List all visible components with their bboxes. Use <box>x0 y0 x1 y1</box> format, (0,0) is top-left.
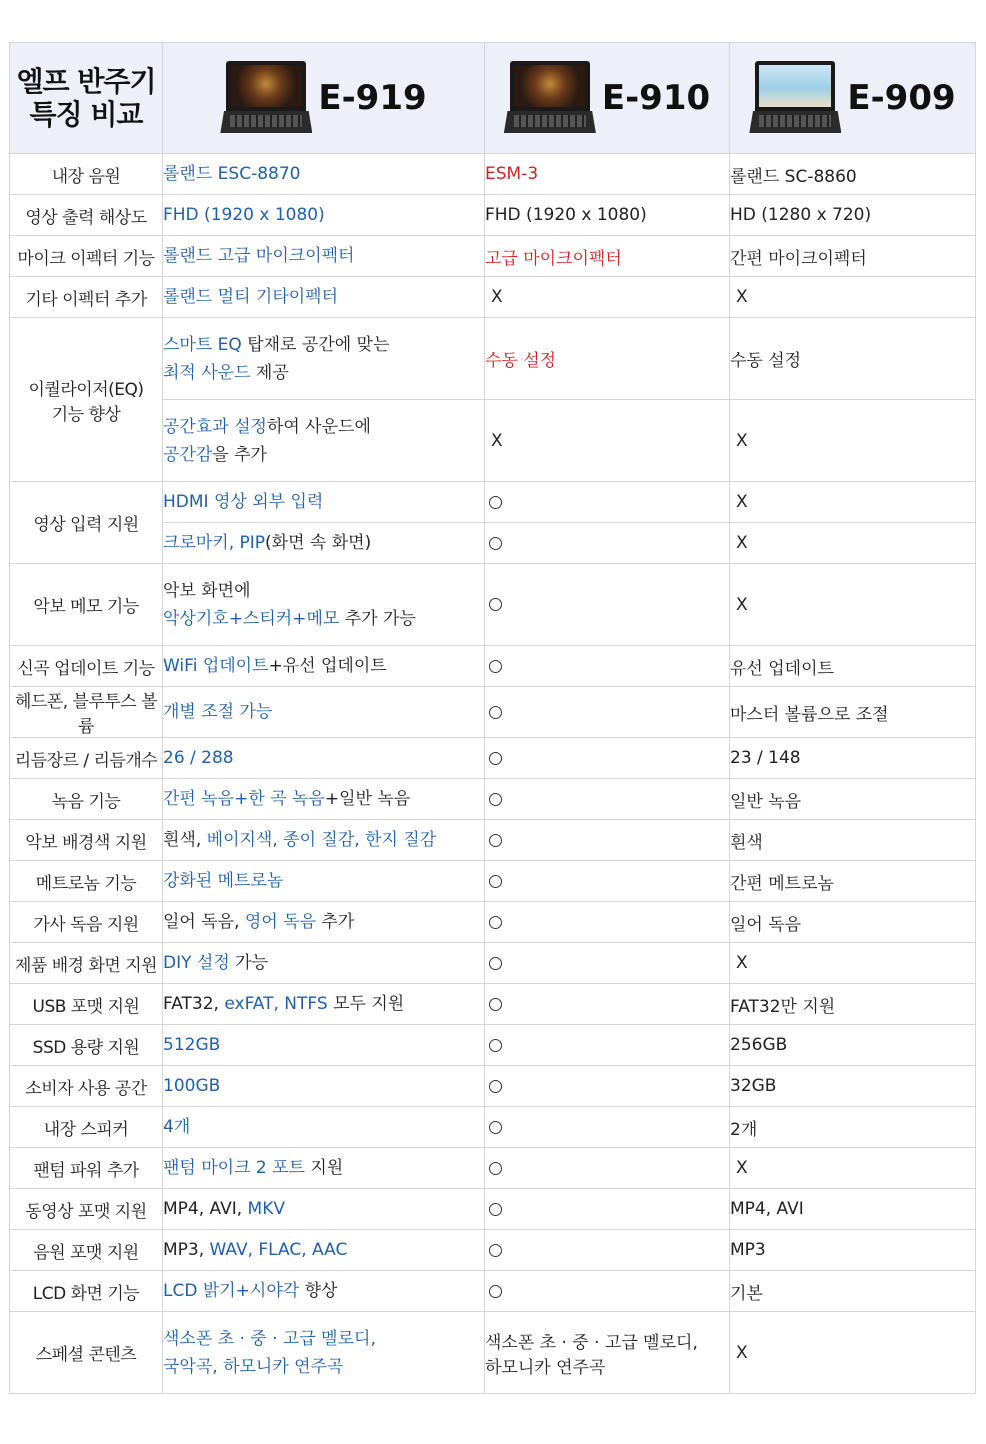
comparison-table <box>9 42 976 1394</box>
feature-label: 내장 음원 <box>10 154 163 195</box>
table-row <box>10 1230 976 1271</box>
product-e910 <box>485 43 730 154</box>
e910-cell <box>485 523 730 564</box>
cell-text: LCD 밝기+시야각 <box>163 1281 300 1301</box>
e919-cell <box>163 154 485 195</box>
table-title <box>10 43 163 154</box>
laptop-icon <box>504 61 596 135</box>
table-row <box>10 820 976 861</box>
cell-text: 기본 <box>730 1283 763 1304</box>
e909-cell <box>730 984 976 1025</box>
cell-text: 색소폰 초 · 중 · 고급 멜로디, <box>163 1328 376 1349</box>
e919-cell <box>163 820 485 861</box>
table-row <box>10 564 976 646</box>
feature-label: 신곡 업데이트 기능 <box>10 646 163 687</box>
table-row <box>10 277 976 318</box>
feature-label: 이퀄라이저(EQ) 기능 향상 <box>10 318 163 482</box>
supported-circle-icon <box>489 793 502 806</box>
cell-text: 공간효과 설정 <box>163 416 267 437</box>
cell-text: DIY 설정 <box>163 953 230 973</box>
e919-cell <box>163 861 485 902</box>
cell-text: 일반 녹음 <box>730 791 802 812</box>
cell-text: MKV <box>247 1199 285 1219</box>
not-supported-mark: X <box>736 492 748 512</box>
e919-cell <box>163 738 485 779</box>
cell-text: 간편 녹음+한 곡 녹음 <box>163 789 325 809</box>
e910-cell <box>485 195 730 236</box>
cell-text: 마스터 볼륨으로 조절 <box>730 704 889 725</box>
e910-cell <box>485 564 730 646</box>
e919-cell <box>163 564 485 646</box>
cell-text: FAT32, <box>163 994 225 1014</box>
supported-circle-icon <box>489 957 502 970</box>
supported-circle-icon <box>489 834 502 847</box>
supported-circle-icon <box>489 598 502 611</box>
cell-text: FAT32만 지원 <box>730 996 836 1017</box>
e919-cell <box>163 943 485 984</box>
cell-text: 100GB <box>163 1076 221 1096</box>
cell-text: 수동 설정 <box>485 351 557 371</box>
cell-text: WAV, FLAC, AAC <box>209 1240 348 1260</box>
table-row <box>10 1025 976 1066</box>
cell-text: MP3, <box>163 1240 210 1260</box>
e910-cell <box>485 902 730 943</box>
cell-text: 일어 독음, <box>163 912 245 932</box>
e910-cell <box>485 943 730 984</box>
cell-text: 을 추가 <box>212 444 267 465</box>
e909-cell <box>730 277 976 318</box>
cell-text: 크로마키, PIP <box>163 533 266 553</box>
table-row <box>10 902 976 943</box>
supported-circle-icon <box>489 496 502 509</box>
e909-cell <box>730 943 976 984</box>
feature-label: USB 포맷 지원 <box>10 984 163 1025</box>
not-supported-mark: X <box>491 287 503 307</box>
cell-text: 최적 사운드 <box>163 362 251 383</box>
e909-cell <box>730 482 976 523</box>
e909-cell <box>730 236 976 277</box>
cell-text: 흰색 <box>730 832 763 853</box>
e909-cell <box>730 318 976 400</box>
e919-cell <box>163 984 485 1025</box>
cell-text: 23 / 148 <box>730 748 801 768</box>
supported-circle-icon <box>489 875 502 888</box>
feature-label: 기타 이펙터 추가 <box>10 277 163 318</box>
cell-text: 간편 메트로놈 <box>730 873 834 894</box>
not-supported-mark: X <box>736 287 748 307</box>
e909-cell <box>730 1312 976 1394</box>
supported-circle-icon <box>489 706 502 719</box>
cell-text: 수동 설정 <box>730 351 802 371</box>
cell-text: ESM-3 <box>485 164 539 184</box>
e919-cell <box>163 400 485 482</box>
feature-label: SSD 용량 지원 <box>10 1025 163 1066</box>
cell-text: 4개 <box>163 1117 191 1137</box>
e910-cell <box>485 646 730 687</box>
cell-text: FHD (1920 x 1080) <box>485 205 647 225</box>
cell-text: 지원 <box>304 1158 344 1178</box>
not-supported-mark: X <box>736 430 748 451</box>
cell-text: 간편 마이크이펙터 <box>730 248 867 269</box>
e909-cell <box>730 861 976 902</box>
supported-circle-icon <box>489 752 502 765</box>
cell-text: 탑재로 공간에 맞는 <box>241 334 390 355</box>
e910-cell <box>485 1107 730 1148</box>
title-line-1: 엘프 반주기 <box>16 65 156 98</box>
feature-label: 음원 포맷 지원 <box>10 1230 163 1271</box>
cell-text: HD (1280 x 720) <box>730 205 872 225</box>
header-row <box>10 43 976 154</box>
e910-cell <box>485 861 730 902</box>
e910-cell <box>485 1189 730 1230</box>
e910-cell <box>485 687 730 738</box>
cell-text: 악상기호+스티커+메모 <box>163 608 340 629</box>
e919-cell <box>163 902 485 943</box>
product-e919 <box>163 43 485 154</box>
feature-label: 헤드폰, 블루투스 볼륨 <box>10 687 163 738</box>
e909-cell <box>730 400 976 482</box>
cell-text: 악보 화면에 <box>163 580 251 601</box>
feature-label: 소비자 사용 공간 <box>10 1066 163 1107</box>
e910-cell <box>485 482 730 523</box>
table-row <box>10 482 976 523</box>
e910-cell <box>485 820 730 861</box>
e909-cell <box>730 1148 976 1189</box>
e919-cell <box>163 1271 485 1312</box>
feature-label: 동영상 포맷 지원 <box>10 1189 163 1230</box>
e909-cell <box>730 1271 976 1312</box>
feature-label: 제품 배경 화면 지원 <box>10 943 163 984</box>
cell-text: +유선 업데이트 <box>268 656 387 676</box>
feature-label: 악보 배경색 지원 <box>10 820 163 861</box>
feature-label: 영상 출력 해상도 <box>10 195 163 236</box>
feature-label: 팬텀 파워 추가 <box>10 1148 163 1189</box>
cell-text: 모두 지원 <box>327 994 405 1014</box>
cell-text: 유선 업데이트 <box>730 658 834 679</box>
e919-cell <box>163 1066 485 1107</box>
cell-text: 제공 <box>250 362 289 383</box>
e909-cell <box>730 1230 976 1271</box>
e919-cell <box>163 195 485 236</box>
cell-text: 팬텀 마이크 2 포트 <box>163 1158 305 1178</box>
supported-circle-icon <box>489 916 502 929</box>
table-body <box>10 154 976 1394</box>
cell-text: 롤랜드 ESC-8870 <box>163 164 301 184</box>
cell-text: 국악곡, 하모니카 연주곡 <box>163 1356 344 1377</box>
table-row <box>10 984 976 1025</box>
cell-text: exFAT, NTFS <box>224 994 328 1014</box>
e919-cell <box>163 779 485 820</box>
e909-cell <box>730 154 976 195</box>
supported-circle-icon <box>489 1244 502 1257</box>
table-row <box>10 687 976 738</box>
cell-text: 하여 사운드에 <box>266 416 371 437</box>
e919-cell <box>163 236 485 277</box>
cell-text: 베이지색, 종이 질감, 한지 질감 <box>206 830 437 850</box>
not-supported-mark: X <box>736 1158 748 1178</box>
e910-cell <box>485 779 730 820</box>
cell-text: 256GB <box>730 1035 788 1055</box>
cell-text: 강화된 메트로놈 <box>163 871 284 891</box>
laptop-icon <box>220 61 312 135</box>
table-row <box>10 738 976 779</box>
supported-circle-icon <box>489 1039 502 1052</box>
cell-text: 영어 독음 <box>244 912 316 932</box>
e910-cell <box>485 1230 730 1271</box>
e910-cell <box>485 1066 730 1107</box>
e919-cell <box>163 1312 485 1394</box>
cell-text: +일반 녹음 <box>324 789 411 809</box>
feature-label: 녹음 기능 <box>10 779 163 820</box>
e919-cell <box>163 1025 485 1066</box>
table-row <box>10 779 976 820</box>
cell-text: 흰색, <box>163 830 207 850</box>
feature-label: 내장 스피커 <box>10 1107 163 1148</box>
table-row <box>10 943 976 984</box>
cell-text: 향상 <box>299 1281 338 1301</box>
laptop-icon <box>749 61 841 135</box>
model-name: E-910 <box>601 78 711 118</box>
e909-cell <box>730 738 976 779</box>
cell-text: 일어 독음 <box>730 914 802 935</box>
e919-cell <box>163 687 485 738</box>
supported-circle-icon <box>489 1285 502 1298</box>
not-supported-mark: X <box>736 953 748 973</box>
cell-text: 롤랜드 멀티 기타이펙터 <box>163 287 339 307</box>
cell-text: 고급 마이크이펙터 <box>485 248 622 269</box>
feature-label: 가사 독음 지원 <box>10 902 163 943</box>
e910-cell <box>485 277 730 318</box>
e919-cell <box>163 482 485 523</box>
e919-cell <box>163 318 485 400</box>
supported-circle-icon <box>489 1162 502 1175</box>
cell-text: FHD (1920 x 1080) <box>163 205 325 225</box>
supported-circle-icon <box>489 1121 502 1134</box>
e919-cell <box>163 1107 485 1148</box>
not-supported-mark: X <box>491 430 503 451</box>
e909-cell <box>730 687 976 738</box>
table-row <box>10 1271 976 1312</box>
cell-text: 추가 <box>316 912 355 932</box>
cell-text: 512GB <box>163 1035 221 1055</box>
e910-cell <box>485 1271 730 1312</box>
table-row <box>10 154 976 195</box>
cell-text: HDMI 영상 외부 입력 <box>163 492 324 512</box>
e919-cell <box>163 1189 485 1230</box>
table-row <box>10 195 976 236</box>
product-e909 <box>730 43 976 154</box>
cell-text: 색소폰 초 · 중 · 고급 멜로디, <box>485 1332 698 1353</box>
cell-text: (화면 속 화면) <box>265 533 372 553</box>
cell-text: 32GB <box>730 1076 777 1096</box>
e919-cell <box>163 1148 485 1189</box>
e910-cell <box>485 154 730 195</box>
e910-cell <box>485 984 730 1025</box>
cell-text: 추가 가능 <box>339 608 416 629</box>
title-line-2: 특징 비교 <box>29 98 143 131</box>
e919-cell <box>163 646 485 687</box>
e909-cell <box>730 820 976 861</box>
e919-cell <box>163 523 485 564</box>
e910-cell <box>485 1148 730 1189</box>
table-row <box>10 1066 976 1107</box>
e910-cell <box>485 1312 730 1394</box>
cell-text: MP4, AVI, <box>163 1199 248 1219</box>
e910-cell <box>485 1025 730 1066</box>
table-row <box>10 1107 976 1148</box>
e909-cell <box>730 1066 976 1107</box>
table-row <box>10 1189 976 1230</box>
not-supported-mark: X <box>736 594 748 615</box>
model-name: E-919 <box>318 78 427 118</box>
cell-text: 개별 조절 가능 <box>163 702 273 722</box>
cell-text: MP4, AVI <box>730 1199 804 1219</box>
e909-cell <box>730 779 976 820</box>
e909-cell <box>730 1107 976 1148</box>
feature-label: 리듬장르 / 리듬개수 <box>10 738 163 779</box>
cell-text: 롤랜드 고급 마이크이펙터 <box>163 246 355 266</box>
feature-label: 영상 입력 지원 <box>10 482 163 564</box>
cell-text: 롤랜드 SC-8860 <box>730 166 857 187</box>
e919-cell <box>163 277 485 318</box>
cell-text: 26 / 288 <box>163 748 234 768</box>
table-row <box>10 1148 976 1189</box>
supported-circle-icon <box>489 1080 502 1093</box>
cell-text: 하모니카 연주곡 <box>485 1357 606 1378</box>
e909-cell <box>730 523 976 564</box>
e909-cell <box>730 646 976 687</box>
model-name: E-909 <box>847 78 956 118</box>
cell-text: MP3 <box>730 1240 766 1260</box>
e909-cell <box>730 564 976 646</box>
e909-cell <box>730 902 976 943</box>
feature-label: 메트로놈 기능 <box>10 861 163 902</box>
supported-circle-icon <box>489 660 502 673</box>
feature-label: 악보 메모 기능 <box>10 564 163 646</box>
e909-cell <box>730 1025 976 1066</box>
cell-text: 스마트 EQ <box>163 334 242 355</box>
e910-cell <box>485 400 730 482</box>
e910-cell <box>485 738 730 779</box>
e910-cell <box>485 318 730 400</box>
supported-circle-icon <box>489 537 502 550</box>
supported-circle-icon <box>489 1203 502 1216</box>
cell-text: 가능 <box>229 953 268 973</box>
cell-text: 2개 <box>730 1119 758 1140</box>
not-supported-mark: X <box>736 1342 748 1363</box>
table-row <box>10 318 976 400</box>
feature-label: LCD 화면 기능 <box>10 1271 163 1312</box>
table-row <box>10 1312 976 1394</box>
e910-cell <box>485 236 730 277</box>
table-row <box>10 646 976 687</box>
feature-label: 마이크 이펙터 기능 <box>10 236 163 277</box>
cell-text: WiFi 업데이트 <box>163 656 269 676</box>
not-supported-mark: X <box>736 533 748 553</box>
table-row <box>10 236 976 277</box>
e909-cell <box>730 1189 976 1230</box>
e909-cell <box>730 195 976 236</box>
feature-label: 스페셜 콘텐츠 <box>10 1312 163 1394</box>
cell-text: 공간감 <box>163 444 213 465</box>
e919-cell <box>163 1230 485 1271</box>
supported-circle-icon <box>489 998 502 1011</box>
table-row <box>10 861 976 902</box>
